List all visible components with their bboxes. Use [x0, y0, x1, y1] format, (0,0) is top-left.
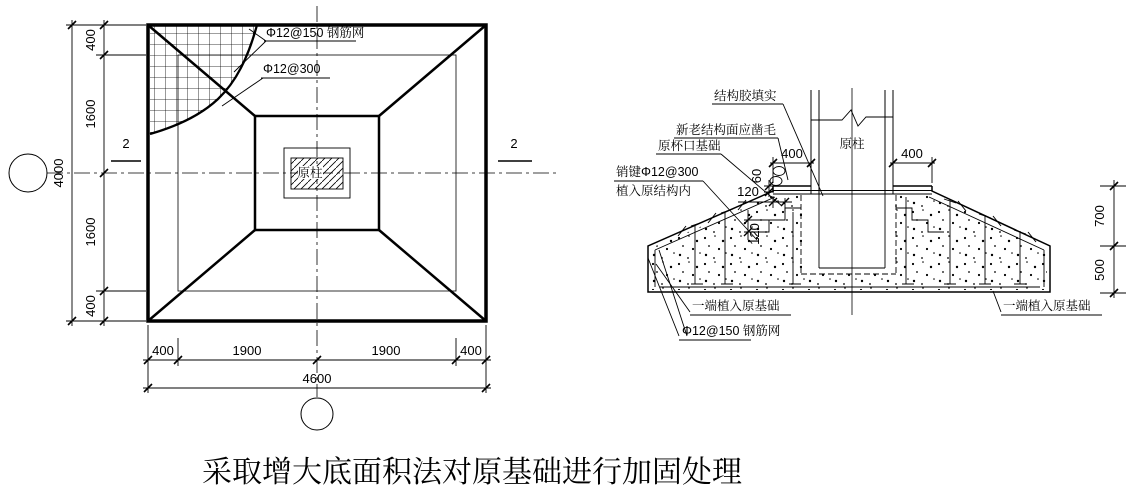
dim-1600-upper: 1600: [83, 99, 98, 129]
glue-label: 结构胶填实: [714, 89, 777, 103]
dim-400-right: 400: [901, 146, 923, 161]
roughen-bubble: [773, 167, 785, 176]
embed-left-label: 一端植入原基础: [692, 299, 780, 313]
plan-column-label: 原柱: [297, 166, 323, 180]
dim-400-left: 400: [781, 146, 803, 161]
dim-4600-total: 4600: [302, 371, 332, 386]
embed-right-leader: [993, 291, 1001, 312]
embed-right-label: 一端植入原基础: [1003, 299, 1091, 313]
cup-mask: [802, 195, 895, 273]
dim-60: 60: [749, 168, 764, 184]
plan-rebar-mesh: [150, 25, 260, 137]
section-marker-right: 2: [510, 136, 518, 151]
plan-mesh-label: Φ12@150 钢筋网: [266, 26, 365, 40]
dowel-label-1: 销键Φ12@300: [616, 165, 699, 179]
dim-1600-lower: 1600: [83, 217, 98, 247]
axis-bubble-bottom: [301, 398, 333, 430]
section-view: [614, 88, 1126, 340]
dim-400-right: 400: [460, 343, 482, 358]
dim-500: 500: [1092, 259, 1107, 281]
dim-400-bottom: 400: [83, 295, 98, 317]
dim-1900-left: 1900: [232, 343, 262, 358]
mesh-grid: [150, 25, 260, 137]
dim-4000-total: 4000: [51, 158, 66, 188]
grout-joint-lines: [773, 191, 932, 195]
plan-rebar-label: Φ12@300: [263, 62, 321, 76]
axis-bubble-left: [9, 154, 47, 192]
section-column-label: 原柱: [839, 137, 865, 151]
plan-view: [9, 6, 560, 430]
dim-400-left: 400: [152, 343, 174, 358]
cup-label: 原杯口基础: [658, 139, 721, 153]
drawing-title: 采取增大底面积法对原基础进行加固处理: [202, 456, 742, 489]
dim-700: 700: [1092, 205, 1107, 227]
dim-120-v: 120: [747, 223, 762, 245]
dowel-label-2: 植入原结构内: [616, 184, 692, 198]
section-marker-left: 2: [122, 136, 130, 151]
roughen-label: 新老结构面应凿毛: [676, 123, 777, 137]
mesh-bottom-label: Φ12@150 钢筋网: [682, 324, 781, 338]
dim-400-top: 400: [83, 29, 98, 51]
dim-120-h: 120: [737, 184, 759, 199]
dim-1900-right: 1900: [371, 343, 401, 358]
